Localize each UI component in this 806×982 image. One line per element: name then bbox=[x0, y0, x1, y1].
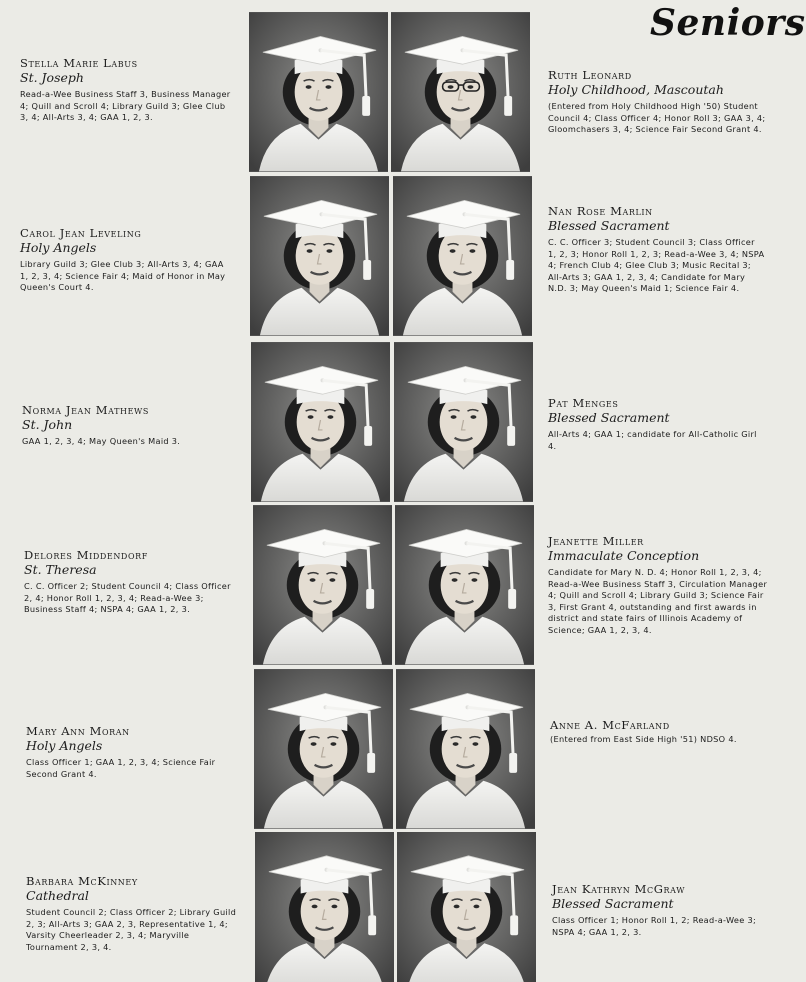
senior-entry bbox=[548, 68, 766, 136]
page-title: Seniors bbox=[650, 2, 806, 44]
senior-portrait-photo bbox=[250, 176, 389, 336]
senior-activities: Student Council 2; Class Officer 2; Library Guild 2, 3; All-Arts 3; GAA 2, 3, Representative 1, 4; Varsity Cheerleader 2, 3, 4; Maryville Tournament 2, 3, 4. bbox=[26, 907, 237, 952]
senior-parish: Blessed Sacrament bbox=[548, 218, 670, 233]
senior-name: Nan Rose Marlin bbox=[548, 204, 653, 218]
senior-parish: Cathedral bbox=[26, 888, 89, 903]
senior-portrait-photo bbox=[251, 342, 390, 502]
senior-name: Jean Kathryn McGraw bbox=[552, 882, 686, 896]
senior-entry bbox=[26, 724, 238, 780]
senior-activities: C. C. Officer 2; Student Council 4; Class Officer 2, 4; Honor Roll 1, 2, 3, 4; Read-a-Wee 3; Business Staff 4; NSPA 4; GAA 1, 2, 3. bbox=[24, 581, 231, 615]
senior-name: Mary Ann Moran bbox=[26, 724, 130, 738]
senior-activities: Read-a-Wee Business Staff 3, Business Manager 4; Quill and Scroll 4; Library Guild 3; Glee Club 3, 4; All-Arts 3, 4; GAA 1, 2, 3. bbox=[20, 89, 231, 123]
senior-activities: Candidate for Mary N. D. 4; Honor Roll 1, 2, 3, 4; Read-a-Wee Business Staff 3, Circulation Manager 4; Quill and Scroll 4; Library Guild 3; Science Fair 3, First Grant 4, outstanding and first awards in district and state fairs of Illinois Academy of Science; GAA 1, 2, 3, 4. bbox=[548, 567, 768, 635]
senior-entry bbox=[548, 204, 766, 295]
senior-parish: Blessed Sacrament bbox=[552, 896, 674, 911]
senior-parish: Holy Angels bbox=[26, 738, 103, 753]
senior-parish: Holy Childhood, Mascoutah bbox=[548, 82, 724, 97]
senior-activities: (Entered from Holy Childhood High '50) Student Council 4; Class Officer 4; Honor Roll 3; GAA 3, 4; Gloomchasers 3, 4; Science Fair Second Grant 4. bbox=[548, 101, 766, 135]
senior-name: Delores Middendorf bbox=[24, 548, 148, 562]
senior-name: Anne A. McFarland bbox=[550, 718, 670, 732]
senior-name: Norma Jean Mathews bbox=[22, 403, 149, 417]
senior-activities: (Entered from East Side High '51) NDSO 4. bbox=[550, 734, 737, 744]
senior-portrait-photo bbox=[393, 176, 532, 336]
senior-entry bbox=[552, 882, 770, 938]
senior-entry bbox=[20, 56, 232, 124]
senior-activities: C. C. Officer 3; Student Council 3; Class Officer 1, 2, 3; Honor Roll 1, 2, 3; Read-a-Wee 3, 4; NSPA 4; French Club 4; Glee Club 3; Music Recital 3; All-Arts 3; GAA 1, 2, 3, 4; Candidate for Mary N.D. 3; May Queen's Maid 1; Science Fair 4. bbox=[548, 237, 765, 294]
senior-portrait-photo bbox=[394, 342, 533, 502]
senior-portrait-photo bbox=[397, 832, 536, 982]
senior-activities: Library Guild 3; Glee Club 3; All-Arts 3, 4; GAA 1, 2, 3, 4; Science Fair 4; Maid of Honor in May Queen's Court 4. bbox=[20, 259, 226, 293]
senior-portrait-photo bbox=[255, 832, 394, 982]
senior-name: Carol Jean Leveling bbox=[20, 226, 142, 240]
senior-name: Barbara McKinney bbox=[26, 874, 138, 888]
senior-entry bbox=[550, 718, 768, 746]
senior-portrait-photo bbox=[254, 669, 393, 829]
senior-portrait-photo bbox=[253, 505, 392, 665]
senior-name: Jeanette Miller bbox=[548, 534, 644, 548]
senior-entry bbox=[22, 403, 234, 448]
senior-portrait-photo bbox=[249, 12, 388, 172]
senior-entry bbox=[548, 396, 766, 452]
senior-name: Stella Marie Labus bbox=[20, 56, 138, 70]
senior-portrait-photo bbox=[395, 505, 534, 665]
senior-parish: Blessed Sacrament bbox=[548, 410, 670, 425]
senior-parish: Immaculate Conception bbox=[548, 548, 700, 563]
senior-portrait-photo bbox=[391, 12, 530, 172]
senior-parish: St. John bbox=[22, 417, 73, 432]
senior-activities: All-Arts 4; GAA 1; candidate for All-Catholic Girl 4. bbox=[548, 429, 757, 451]
senior-entry bbox=[26, 874, 240, 953]
senior-entry bbox=[548, 534, 768, 637]
senior-activities: GAA 1, 2, 3, 4; May Queen's Maid 3. bbox=[22, 436, 181, 446]
senior-activities: Class Officer 1; Honor Roll 1, 2; Read-a-Wee 3; NSPA 4; GAA 1, 2, 3. bbox=[552, 915, 757, 937]
senior-activities: Class Officer 1; GAA 1, 2, 3, 4; Science Fair Second Grant 4. bbox=[26, 757, 216, 779]
senior-portrait-photo bbox=[396, 669, 535, 829]
senior-name: Pat Menges bbox=[548, 396, 619, 410]
senior-entry bbox=[24, 548, 236, 616]
senior-parish: Holy Angels bbox=[20, 240, 97, 255]
senior-name: Ruth Leonard bbox=[548, 68, 632, 82]
senior-entry bbox=[20, 226, 232, 294]
senior-parish: St. Joseph bbox=[20, 70, 84, 85]
senior-parish: St. Theresa bbox=[24, 562, 97, 577]
